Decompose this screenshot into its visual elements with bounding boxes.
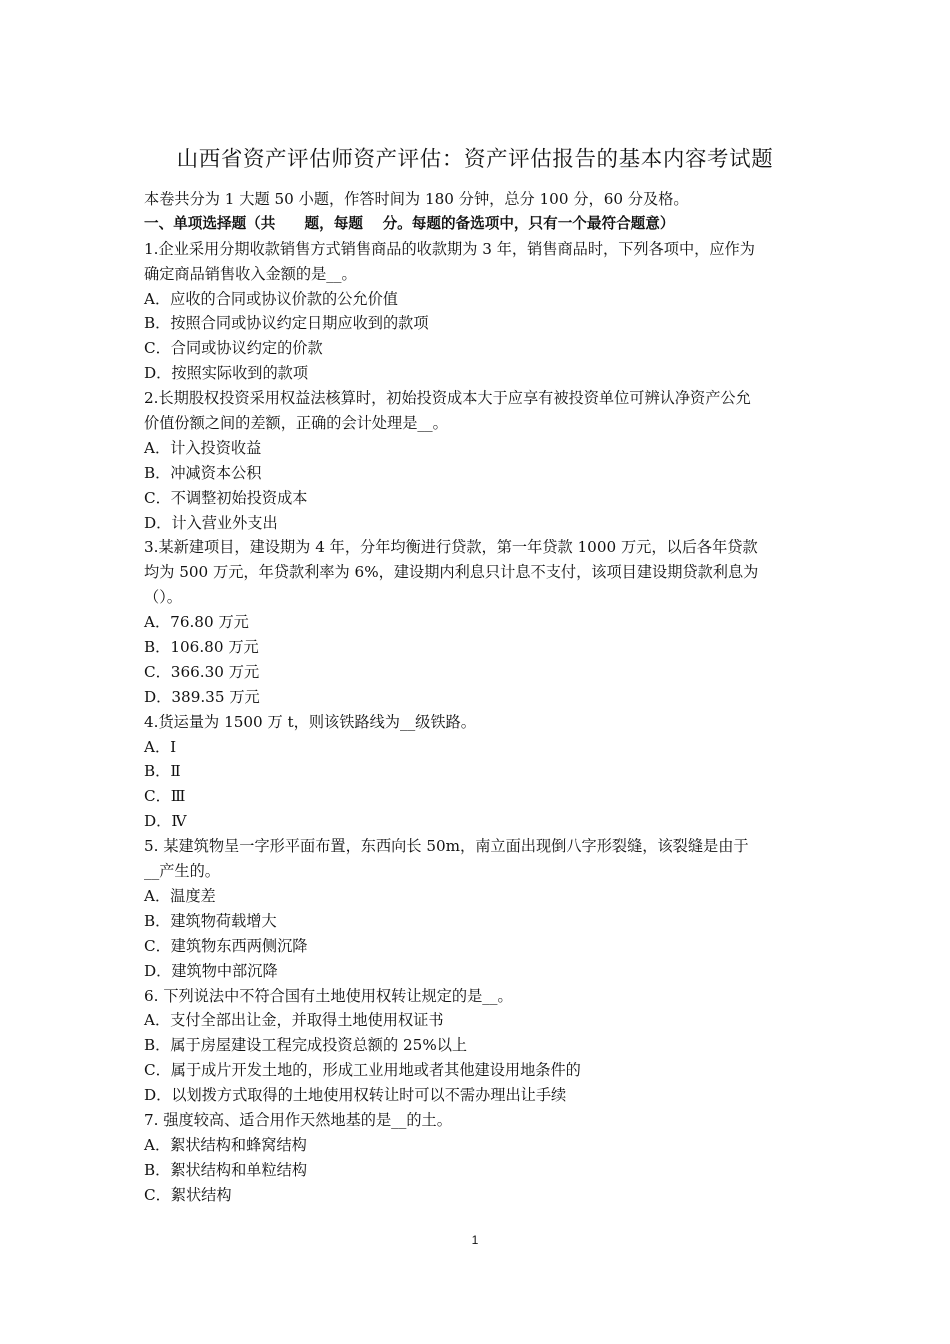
question-stem-line: 确定商品销售收入金额的是__。: [144, 264, 357, 283]
answer-option: A．应收的合同或协议价款的公允价值: [144, 289, 398, 308]
question-stem-line: 5. 某建筑物呈一字形平面布置，东西向长 50m，南立面出现倒八字形裂缝，该裂缝是由于: [144, 837, 749, 856]
section-heading: 一、单项选择题（共 题，每题 分。每题的备选项中，只有一个最符合题意）: [144, 214, 675, 232]
exam-intro: 本卷共分为 1 大题 50 小题，作答时间为 180 分钟，总分 100 分，60 分及格。: [144, 190, 689, 208]
answer-option: D．389.35 万元: [144, 687, 260, 706]
page-number: 1: [471, 1233, 479, 1247]
question-stem-line: 2.长期股权投资采用权益法核算时，初始投资成本大于应享有被投资单位可辨认净资产公允: [144, 389, 751, 408]
answer-option: B．属于房屋建设工程完成投资总额的 25%以上: [144, 1036, 468, 1055]
question-stem-line: 价值份额之间的差额，正确的会计处理是__。: [144, 414, 448, 433]
question-stem-line: 6. 下列说法中不符合国有土地使用权转让规定的是__。: [144, 986, 513, 1005]
question-stem-line: 均为 500 万元，年贷款利率为 6%，建设期内利息只计息不支付，该项目建设期贷款利息为: [144, 563, 759, 582]
answer-option: D．以划拨方式取得的土地使用权转让时可以不需办理出让手续: [144, 1086, 567, 1105]
answer-option: D．建筑物中部沉降: [144, 961, 278, 980]
document-body: [144, 187, 810, 1208]
question-block: [144, 710, 810, 834]
question-block: [144, 237, 810, 386]
answer-option: B．106.80 万元: [144, 638, 259, 657]
answer-option: A．支付全部出让金，并取得土地使用权证书: [144, 1011, 444, 1030]
answer-option: B．冲减资本公积: [144, 463, 262, 482]
answer-option: A．Ⅰ: [144, 737, 177, 756]
answer-option: C．属于成片开发土地的，形成工业用地或者其他建设用地条件的: [144, 1061, 581, 1080]
answer-option: A．温度差: [144, 886, 216, 905]
answer-option: C．建筑物东西两侧沉降: [144, 936, 308, 955]
question-block: [144, 984, 810, 1108]
answer-option: A．絮状结构和蜂窝结构: [144, 1135, 307, 1154]
answer-option: D．Ⅳ: [144, 812, 187, 831]
answer-option: B．建筑物荷载增大: [144, 911, 277, 930]
answer-option: C．合同或协议约定的价款: [144, 339, 323, 358]
question-block: [144, 386, 810, 535]
question-stem-line: 1.企业采用分期收款销售方式销售商品的收款期为 3 年，销售商品时，下列各项中，应作为: [144, 239, 755, 258]
answer-option: C．不调整初始投资成本: [144, 488, 308, 507]
answer-option: D．按照实际收到的款项: [144, 364, 309, 383]
answer-option: C．絮状结构: [144, 1185, 232, 1204]
answer-option: B．絮状结构和单粒结构: [144, 1160, 308, 1179]
answer-option: A．计入投资收益: [144, 438, 262, 457]
answer-option: D．计入营业外支出: [144, 513, 278, 532]
question-stem-line: 4.货运量为 1500 万 t，则该铁路线为__级铁路。: [144, 712, 476, 731]
answer-option: B．Ⅱ: [144, 762, 181, 781]
question-stem-line: 3.某新建项目，建设期为 4 年，分年均衡进行贷款，第一年贷款 1000 万元，以后各年贷款: [144, 538, 758, 557]
answer-option: C．366.30 万元: [144, 662, 260, 681]
question-block: [144, 535, 810, 709]
answer-option: C．Ⅲ: [144, 787, 186, 806]
question-stem-line: __产生的。: [144, 862, 220, 881]
question-stem-line: 7. 强度较高、适合用作天然地基的是__的土。: [144, 1110, 452, 1129]
document-title: 山西省资产评估师资产评估：资产评估报告的基本内容考试题: [176, 147, 774, 172]
question-block: [144, 1108, 810, 1208]
question-stem-line: （）。: [144, 588, 182, 607]
answer-option: B．按照合同或协议约定日期应收到的款项: [144, 314, 429, 333]
answer-option: A．76.80 万元: [144, 613, 249, 632]
question-block: [144, 834, 810, 983]
